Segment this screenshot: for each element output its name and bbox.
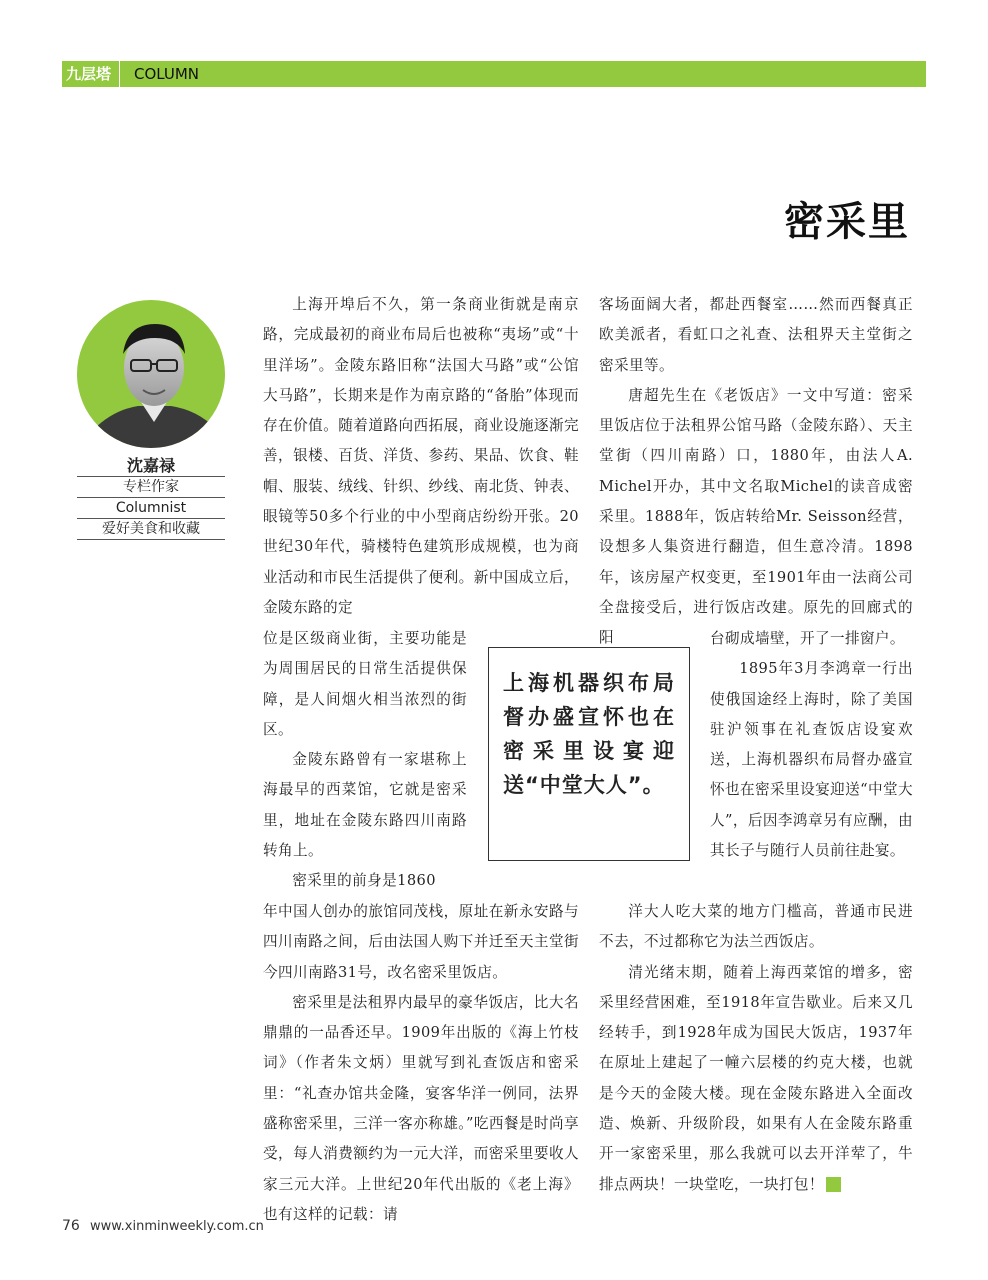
paragraph: 位是区级商业街，主要功能是为周围居民的日常生活提供保障，是人间烟火相当浓烈的街区。 xyxy=(263,630,467,738)
paragraph xyxy=(599,958,913,1200)
website-url: www.xinminweekly.com.cn xyxy=(89,1219,264,1234)
body-column-1-bottom xyxy=(263,897,579,1230)
column-label: COLUMN xyxy=(134,65,200,83)
article-title: 密采里 xyxy=(784,198,910,245)
paragraph: 台砌成墙壁，开了一排窗户。 xyxy=(710,630,905,647)
author-portrait xyxy=(77,300,225,448)
paragraph: 客场面阔大者，都赴西餐室……然而西餐真正欧美派者，看虹口之礼查、法租界天主堂街之密采里等。 xyxy=(599,296,913,374)
pull-quote-box xyxy=(488,647,690,861)
body-column-2-narrow xyxy=(710,624,913,866)
paragraph: 上海开埠后不久，第一条商业街就是南京路，完成最初的商业布局后也被称“夷场”或“十里洋场”。金陵东路旧称“法国大马路”或“公馆大马路”，长期来是作为南京路的“备胎”体现而存在价值。随着道路向西拓展，商业设施逐渐完善，银楼、百货、洋货、参药、果品、饮食、鞋帽、服装、绒线、针织、纱线、南北货、钟表、眼镜等50多个行业的中小型商店纷纷开张。20世纪30年代，骑楼特色建筑形成规模，也为商业活动和市民生活提供了便利。新中国成立后，金陵东路的定 xyxy=(263,296,579,616)
page-number: 76 xyxy=(62,1218,80,1234)
pull-quote: 上海机器织布局督办盛宣怀也在密采里设宴迎送“中堂大人”。 xyxy=(503,671,675,797)
paragraph: 洋大人吃大菜的地方门槛高，普通市民进不去，不过都称它为法兰西饭店。 xyxy=(599,903,913,951)
paragraph: 密采里的前身是1860 xyxy=(292,872,436,890)
paragraph: 金陵东路曾有一家堪称上海最早的西菜馆，它就是密采里，地址在金陵东路四川南路转角上。 xyxy=(263,751,467,860)
end-mark-icon: 民 xyxy=(826,1177,841,1192)
body-column-1-narrow xyxy=(263,624,467,897)
author-info xyxy=(77,456,225,540)
body-column-1-top xyxy=(263,290,579,623)
paragraph: 密采里是法租界内最早的豪华饭店，比大名鼎鼎的一品香还早。1909年出版的《海上竹枝词》（作者朱文炳）里就写到礼查饭店和密采里：“礼查办馆共金隆，宴客华洋一例同，法界盛称密采里，三洋一客亦称雄。”吃西餐是时尚享受，每人消费额约为一元大洋，而密采里要收人家三元大洋。上世纪20年代出版的《老上海》也有这样的记载：请 xyxy=(263,993,579,1223)
author-name: 沈嘉禄 xyxy=(77,456,225,477)
paragraph: 唐超先生在《老饭店》一文中写道：密采里饭店位于法租界公馆马路（金陵东路）、天主堂街（四川南路）口，1880年，由法人A. Michel开办，其中文名取Michel的读音成密采里。1888年，饭店转给Mr. Seisson经营，设想多人集资进行翻造，但生意冷清。1898年，该房屋产权变更，至1901年由一法商公司全盘接受后，进行饭店改建。原先的回廊式的阳 xyxy=(599,386,913,647)
author-photo xyxy=(93,310,215,448)
author-hobby: 爱好美食和收藏 xyxy=(77,519,225,540)
paragraph: 年中国人创办的旅馆同茂栈，原址在新永安路与四川南路之间，后由法国人购下并迁至天主堂街今四川南路31号，改名密采里饭店。 xyxy=(263,903,579,981)
author-role-en: Columnist xyxy=(77,498,225,519)
page-footer xyxy=(62,1218,264,1234)
paragraph-text: 清光绪末期，随着上海西菜馆的增多，密采里经营困难，至1918年宣告歇业。后来又几经转手，到1928年成为国民大饭店，1937年在原址上建起了一幢六层楼的约克大楼，也就是今天的金陵大楼。现在金陵东路进入全面改造、焕新、升级阶段，如果有人在金陵东路重开一家密采里，那么我就可以去开洋荤了，牛排点两块！一块堂吃，一块打包！ xyxy=(599,963,913,1193)
body-column-2-top xyxy=(599,290,913,654)
column-tag: 九层塔 xyxy=(62,61,120,87)
paragraph: 1895年3月李鸿章一行出使俄国途经上海时，除了美国驻沪领事在礼查饭店设宴欢送，上海机器织布局督办盛宣怀也在密采里设宴迎送“中堂大人”，后因李鸿章另有应酬，由其长子与随行人员前往赴宴。 xyxy=(710,660,913,860)
column-header-bar xyxy=(62,61,926,87)
author-role: 专栏作家 xyxy=(77,477,225,498)
body-column-2-bottom xyxy=(599,897,913,1200)
